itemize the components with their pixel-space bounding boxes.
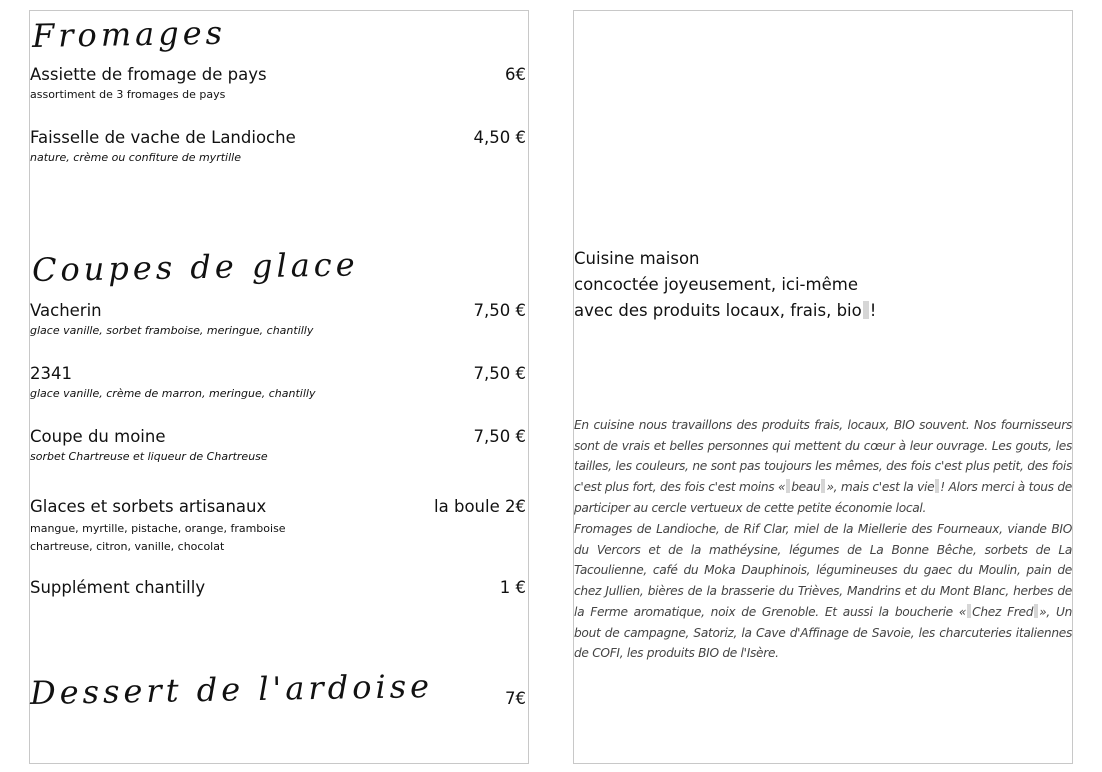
paragraph-text: beau [791,480,821,495]
item-price: 4,50 € [473,128,526,147]
menu-item-ardoise [29,666,528,712]
item-description: sorbet Chartreuse et liqueur de Chartreuse [30,450,268,463]
menu-item [30,301,528,337]
tagline-end: ! [869,301,877,320]
item-name: Vacherin [30,301,102,320]
tagline-line: Cuisine maison [574,249,700,268]
menu-page-left [29,10,529,764]
section-title-coupes-de-glace: Coupes de glace [31,245,359,289]
item-price: la boule 2€ [434,497,526,516]
menu-page-right [573,10,1073,764]
menu-item [30,128,528,164]
tagline-line [574,298,876,324]
item-name: Supplément chantilly [30,578,206,597]
menu-item [30,65,528,101]
paragraph-text: ! Alors merci à tous de participer au cercle vertueux de cette petite économie local. [574,480,1072,515]
menu-item [30,427,528,463]
tagline [574,246,876,324]
highlight-mark [863,301,869,319]
paragraph-text: Chez Fred [972,604,1034,619]
highlight-mark [967,604,971,618]
item-name: Faisselle de vache de Landioche [30,128,296,147]
paragraph-text: », Un bout de campagne, Satoriz, la Cave d'Affinage de Savoie, les charcuteries italiennes de COFI, les produits BIO de l'Isère. [574,604,1073,661]
paragraph-text: Fromages de Landioche, de Rif Clar, miel de la Miellerie des Fourneaux, viande BIO du Vercors et de la mathéysine, légumes de La Bonne Bêche, sorbets de La Tacoulienne, café du Moka Dauphinois, légumineuses du gaec du Moulin, pain de chez Jullien, bières de la brasserie du Trièves, Mandrins et du Mont Blanc, herbes de la Ferme aromatique, noix de Grenoble. Et aussi la boucherie « [574,522,1072,619]
item-description-line: chartreuse, citron, vanille, chocolat [30,540,225,553]
menu-item [30,578,528,597]
tagline-text: avec des produits locaux, frais, bio [574,301,862,320]
item-price: 6€ [505,65,526,84]
item-description: nature, crème ou confiture de myrtille [30,151,241,164]
highlight-mark [935,479,939,493]
item-price: 7,50 € [473,364,526,383]
section-title-dessert-ardoise: Dessert de l'ardoise [29,666,434,712]
highlight-mark [821,479,825,493]
item-description: glace vanille, sorbet framboise, meringue, chantilly [30,324,314,337]
section-title-fromages: Fromages [31,13,227,55]
item-name: 2341 [30,364,72,383]
item-description [30,520,528,556]
item-description-line: mangue, myrtille, pistache, orange, framboise [30,522,286,535]
item-description: glace vanille, crème de marron, meringue, chantilly [30,387,316,400]
item-description: assortiment de 3 fromages de pays [30,88,226,101]
tagline-line: concoctée joyeusement, ici-même [574,275,858,294]
item-name: Coupe du moine [30,427,166,446]
highlight-mark [786,479,790,493]
item-name: Assiette de fromage de pays [30,65,267,84]
menu-item [30,364,528,400]
item-price: 7€ [505,689,526,708]
item-name: Glaces et sorbets artisanaux [30,497,267,516]
suppliers-paragraph [574,519,1072,664]
item-price: 7,50 € [473,301,526,320]
menu-item [30,497,528,556]
highlight-mark [1034,604,1038,618]
item-price: 7,50 € [473,427,526,446]
paragraph-text: En cuisine nous travaillons des produits frais, locaux, BIO souvent. Nos fournisseurs sont de vrais et belles personnes qui mettent du cœur à leur ouvrage. Les gouts, les tailles, les couleurs, ne sont pas toujours les mêmes, des fois c'est plus petit, des fois c'est plus fort, des fois c'est moins « [574,418,1072,495]
intro-paragraph [574,415,1072,519]
item-price: 1 € [499,578,526,597]
paragraph-text: », mais c'est la vie [826,480,935,495]
